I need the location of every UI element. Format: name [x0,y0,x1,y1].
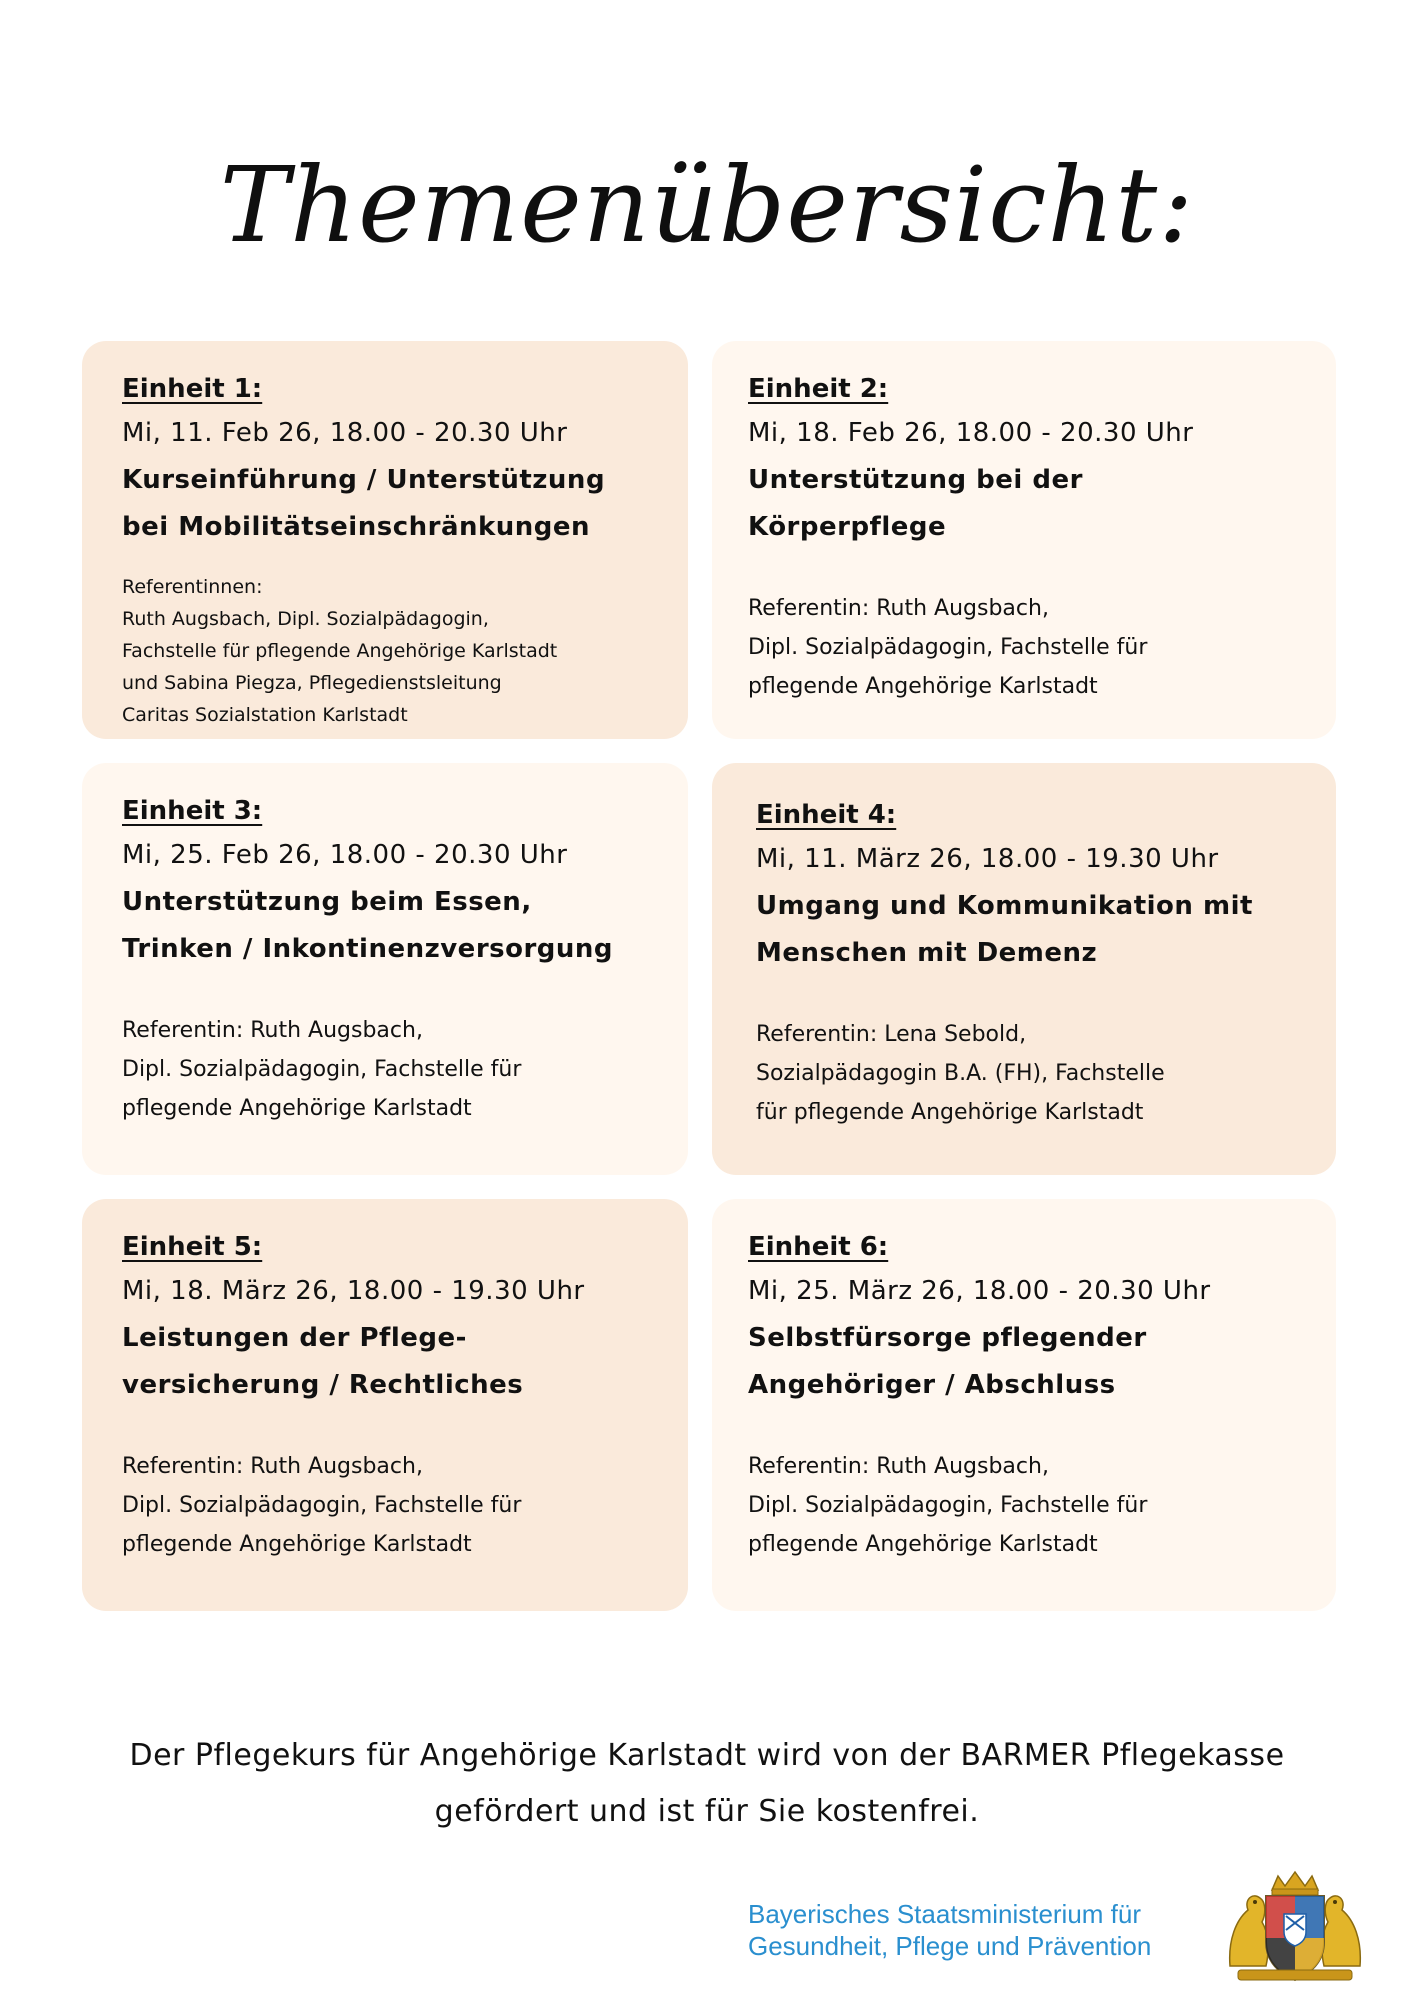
unit-card-1 [82,341,688,739]
unit-topic-line: Umgang und Kommunikation mit [756,891,1253,921]
funding-note-line: Der Pflegekurs für Angehörige Karlstadt wird von der BARMER Pflegekasse [129,1738,1285,1773]
unit-date: Mi, 11. März 26, 18.00 - 19.30 Uhr [756,844,1219,874]
unit-topic-line: Kurseinführung / Unterstützung [122,465,606,495]
unit-date: Mi, 25. Feb 26, 18.00 - 20.30 Uhr [122,840,568,870]
speaker-line: Dipl. Sozialpädagogin, Fachstelle für [122,1493,522,1518]
unit-card-3 [82,763,688,1175]
unit-topic-line: Angehöriger / Abschluss [748,1370,1116,1400]
unit-topic-line: bei Mobilitätseinschränkungen [122,512,591,542]
speaker-line: und Sabina Piegza, Pflegedienstsleitung [122,672,502,694]
speaker-line: pflegende Angehörige Karlstadt [748,674,1098,699]
unit-label: Einheit 4: [756,800,897,830]
speaker-line: Caritas Sozialstation Karlstadt [122,704,408,726]
unit-card-6 [712,1199,1336,1611]
speaker-line: pflegende Angehörige Karlstadt [122,1096,472,1121]
speaker-line: Sozialpädagogin B.A. (FH), Fachstelle [756,1061,1165,1086]
speaker-line: Dipl. Sozialpädagogin, Fachstelle für [748,1493,1148,1518]
speaker-line: Fachstelle für pflegende Angehörige Karlstadt [122,640,558,662]
unit-topic-line: Trinken / Inkontinenzversorgung [122,934,614,964]
unit-topic-line: Unterstützung bei der [748,465,1083,495]
unit-date: Mi, 18. Feb 26, 18.00 - 20.30 Uhr [748,418,1194,448]
unit-card-2 [712,341,1336,739]
unit-topic-line: Körperpflege [748,512,947,542]
unit-label: Einheit 6: [748,1232,889,1262]
speaker-line: Referentin: Lena Sebold, [756,1022,1027,1047]
unit-label: Einheit 1: [122,374,263,404]
speaker-line: Referentin: Ruth Augsbach, [748,596,1049,621]
unit-topic-line: Selbstfürsorge pflegender [748,1323,1147,1353]
unit-date: Mi, 11. Feb 26, 18.00 - 20.30 Uhr [122,418,568,448]
ministry-name [748,1898,1151,1962]
speaker-line: Dipl. Sozialpädagogin, Fachstelle für [122,1057,522,1082]
speaker-line: Referentin: Ruth Augsbach, [748,1454,1049,1479]
speaker-line: pflegende Angehörige Karlstadt [122,1532,472,1557]
unit-card-5 [82,1199,688,1611]
speaker-line: pflegende Angehörige Karlstadt [748,1532,1098,1557]
speaker-line: für pflegende Angehörige Karlstadt [756,1100,1144,1125]
coat-of-arms-icon [1222,1870,1368,1986]
ministry-name-line: Gesundheit, Pflege und Prävention [748,1931,1152,1961]
page-title: Themenübersicht: [219,144,1195,266]
unit-topic-line: Menschen mit Demenz [756,938,1098,968]
unit-label: Einheit 2: [748,374,889,404]
speaker-line: Ruth Augsbach, Dipl. Sozialpädagogin, [122,608,489,630]
unit-topic-line: Unterstützung beim Essen, [122,887,532,917]
speaker-line: Referentinnen: [122,576,263,598]
unit-date: Mi, 25. März 26, 18.00 - 20.30 Uhr [748,1276,1211,1306]
unit-date: Mi, 18. März 26, 18.00 - 19.30 Uhr [122,1276,585,1306]
unit-topic-line: versicherung / Rechtliches [122,1370,524,1400]
ministry-name-line: Bayerisches Staatsministerium für [748,1899,1142,1929]
speaker-line: Referentin: Ruth Augsbach, [122,1018,423,1043]
unit-label: Einheit 3: [122,796,263,826]
funding-note [60,1728,1354,1840]
speaker-line: Referentin: Ruth Augsbach, [122,1454,423,1479]
unit-card-4 [712,763,1336,1175]
funding-note-line: gefördert und ist für Sie kostenfrei. [434,1794,980,1829]
speaker-line: Dipl. Sozialpädagogin, Fachstelle für [748,635,1148,660]
unit-label: Einheit 5: [122,1232,263,1262]
unit-topic-line: Leistungen der Pflege- [122,1323,467,1353]
